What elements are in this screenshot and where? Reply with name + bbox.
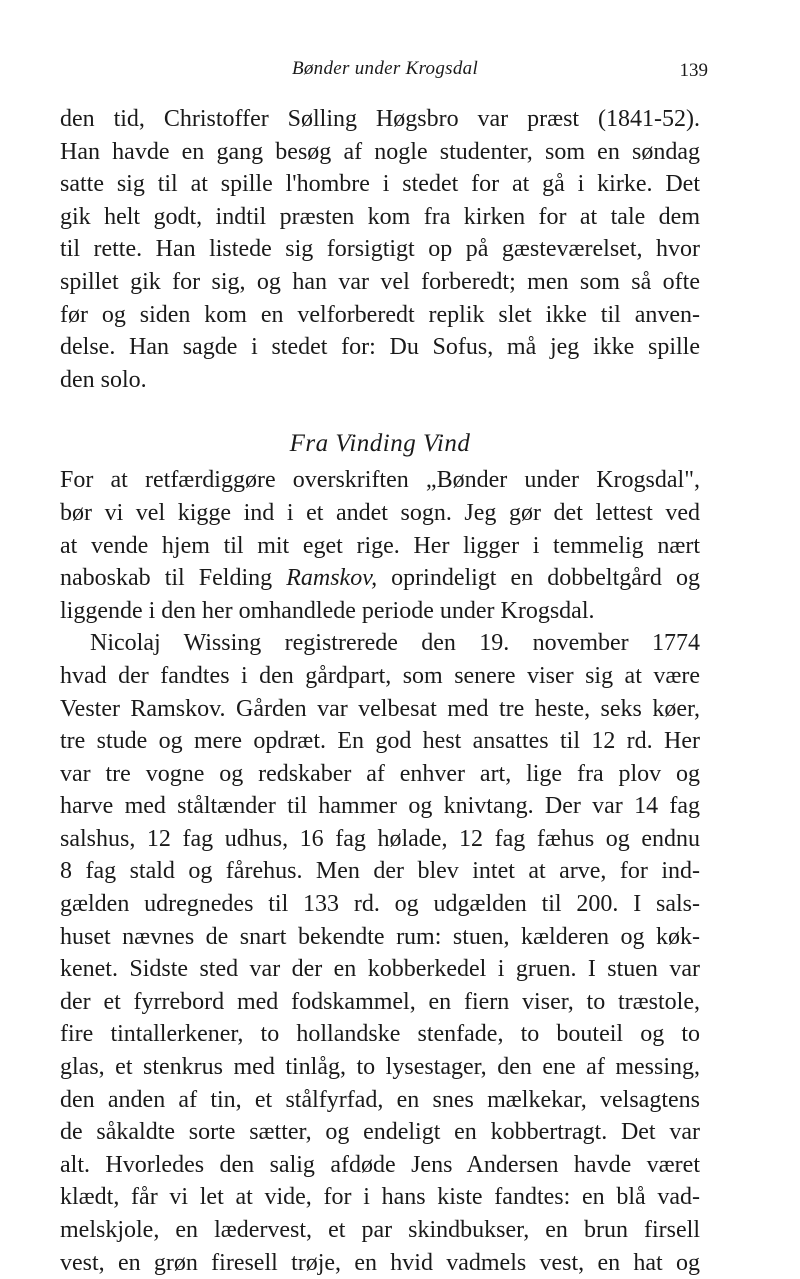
text-line: den solo. (60, 366, 147, 393)
italic-place-name: Ramskov, (286, 565, 378, 592)
text-line: der et fyrrebord med fodskammel, en fiern viser, to træstole, (60, 988, 700, 1015)
text-segment: naboskab til Felding (60, 565, 287, 592)
text-line: den tid, Christoffer Sølling Høgsbro var præst (1841-52). (60, 106, 700, 132)
text-line: var tre vogne og redskaber af enhver art, lige fra plov og (60, 760, 700, 787)
page-number: 139 (679, 60, 708, 81)
text-line: spillet gik for sig, og han var vel forberedt; men som så ofte (60, 268, 700, 295)
text-line: Vester Ramskov. Gården var velbesat med tre heste, seks køer, (60, 695, 700, 722)
text-line: melskjole, en lædervest, et par skindbukser, en brun firsell (60, 1217, 700, 1243)
text-line: til rette. Han listede sig forsigtigt op på gæsteværelset, hvor (60, 236, 700, 263)
text-line: før og siden kom en velforberedt replik slet ikke til anven- (60, 301, 700, 328)
paragraph-2 (60, 464, 700, 627)
text-line: delse. Han sagde i stedet for: Du Sofus, må jeg ikke spille (60, 334, 700, 361)
text-line: at vende hjem til mit eget rige. Her ligger i temmelig nært (60, 532, 700, 559)
body-text (60, 103, 700, 1279)
text-line: vest, en grøn firesell trøje, en hvid vadmels vest, en hat og (60, 1249, 700, 1276)
text-line: Han havde en gang besøg af nogle studenter, som en søndag (60, 138, 700, 165)
text-line: klædt, får vi let at vide, for i hans kiste fandtes: en blå vad- (60, 1184, 700, 1211)
text-line: satte sig til at spille l'hombre i stedet for at gå i kirke. Det (60, 171, 700, 198)
paragraph-3 (60, 627, 700, 1279)
text-segment: oprindeligt en dobbeltgård og (377, 565, 700, 592)
text-line-with-italic (60, 562, 700, 595)
text-line: glas, et stenkrus med tinlåg, to lysestager, den ene af messing, (60, 1054, 700, 1081)
paragraph-1 (60, 103, 700, 396)
text-line: hvad der fandtes i den gårdpart, som senere viser sig at være (60, 662, 700, 689)
text-line: fire tintallerkener, to hollandske stenfade, to bouteil og to (60, 1021, 700, 1048)
text-line: harve med ståltænder til hammer og knivtang. Der var 14 fag (60, 793, 700, 820)
text-line: kenet. Sidste sted var der en kobberkedel i gruen. I stuen var (60, 956, 700, 983)
text-line: de såkaldte sorte sætter, og endeligt en kobbertragt. Det var (60, 1119, 700, 1146)
running-title: Bønder under Krogsdal (291, 58, 479, 79)
text-line: liggende i den her omhandlede periode under Krogsdal. (60, 597, 595, 624)
text-line: den anden af tin, et stålfyrfad, en snes mælkekar, velsagtens (60, 1086, 700, 1113)
text-line: Nicolaj Wissing registrerede den 19. november 1774 (90, 630, 700, 657)
running-head (60, 58, 710, 88)
text-line: gælden udregnedes til 133 rd. og udgælden til 200. I sals- (60, 891, 700, 918)
text-line: bør vi vel kigge ind i et andet sogn. Jeg gør det lettest ved (60, 499, 700, 526)
section-heading: Fra Vinding Vind (289, 430, 471, 458)
text-line: tre stude og mere opdræt. En god hest ansattes til 12 rd. Her (60, 728, 700, 755)
text-line: gik helt godt, indtil præsten kom fra kirken for at tale dem (60, 203, 700, 230)
text-line: 8 fag stald og fårehus. Men der blev intet at arve, for ind- (60, 858, 700, 885)
text-line: huset nævnes de snart bekendte rum: stuen, kælderen og køk- (60, 923, 700, 950)
text-line: alt. Hvorledes den salig afdøde Jens Andersen havde været (60, 1151, 700, 1178)
text-line: salshus, 12 fag udhus, 16 fag hølade, 12 fag fæhus og endnu (60, 825, 700, 852)
text-line: For at retfærdiggøre overskriften „Bønder under Krogsdal", (60, 467, 700, 494)
